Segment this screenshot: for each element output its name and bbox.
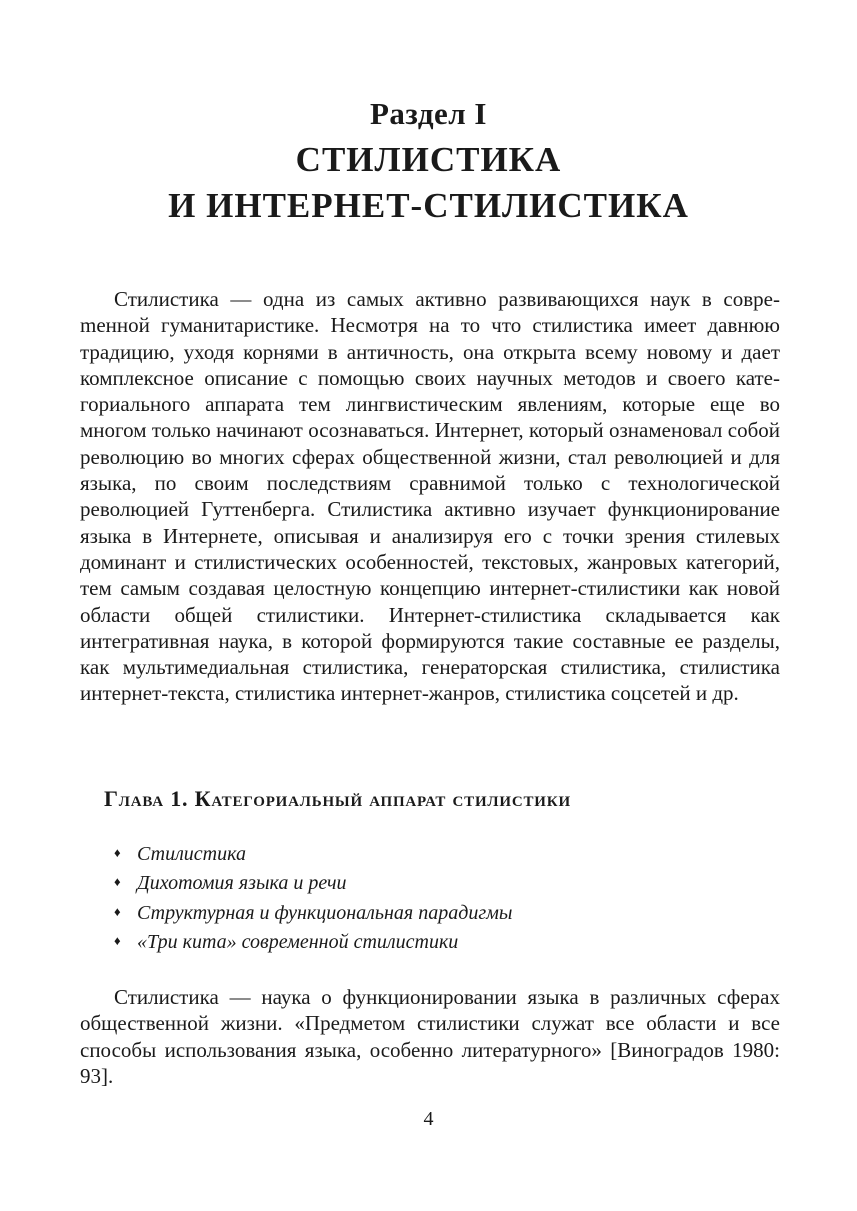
part-title-line-2: И ИНТЕРНЕТ-СТИЛИСТИКА bbox=[168, 186, 689, 225]
diamond-bullet-icon: ♦ bbox=[114, 845, 121, 860]
body-paragraph: Стилистика — наука о функционировании языка в различных сферах общественной жизни. «Предметом стилистики служат все области и все способы использования языка, особенно литературного» [Виноградов 1980: 93]. bbox=[80, 985, 780, 1088]
diamond-bullet-icon: ♦ bbox=[114, 932, 121, 948]
topic-label: Дихотомия языка и речи bbox=[137, 872, 347, 895]
list-item bbox=[114, 930, 512, 959]
topic-label: Структурная и функциональная парадигмы bbox=[137, 901, 513, 924]
topic-label: Стилистика bbox=[137, 843, 246, 865]
part-heading bbox=[0, 98, 857, 232]
intro-paragraph: Стилистика — одна из самых активно развивающихся наук в совреmенной гуманитаристике. Несмотря на то что стилистика имеет давнюю традицию, уходя корнями в античность, она открыта всему новому и дает комплексное описание с помощью своих научных методов и своего категориального аппарата тем лингвистическим явлениям, которые еще во многом только начинают осознаваться. Интернет, который ознаменовал собой революцию во многих сферах общественной жизни, стал революцией и для языка, по своим последствиям сравнимой только с технологической революцией Гуттенберга. Стилистика активно изучает функционирование языка в Интернете, описывая и анализируя его с точки зрения стилевых доминант и стилистических особенностей, текстовых, жанровых категорий, тем самым создавая целостную концепцию интернет-стилистики как новой области общей стилистики. Интернет-стилистика складывается как интегративная наука, в которой формируются такие составные ее разделы, как мультимедиальная стилистика, генераторская стилистика, стилистика интернет-текста, стилистика интернет-жанров, стилистика соцсетей и др. bbox=[80, 287, 780, 706]
topic-label: «Три кита» современной стилистики bbox=[137, 930, 459, 953]
part-label: Раздел I bbox=[370, 96, 487, 131]
diamond-bullet-icon: ♦ bbox=[114, 903, 121, 919]
chapter-title: Глава 1. Категориальный аппарат стилистики bbox=[104, 786, 571, 811]
part-title-line-1: СТИЛИСТИКА bbox=[295, 140, 562, 179]
list-item bbox=[114, 871, 512, 900]
list-item bbox=[114, 901, 512, 930]
diamond-bullet-icon: ♦ bbox=[114, 874, 121, 890]
chapter-topics-list bbox=[114, 842, 512, 959]
list-item bbox=[114, 842, 512, 871]
page-number: 4 bbox=[423, 1108, 434, 1130]
